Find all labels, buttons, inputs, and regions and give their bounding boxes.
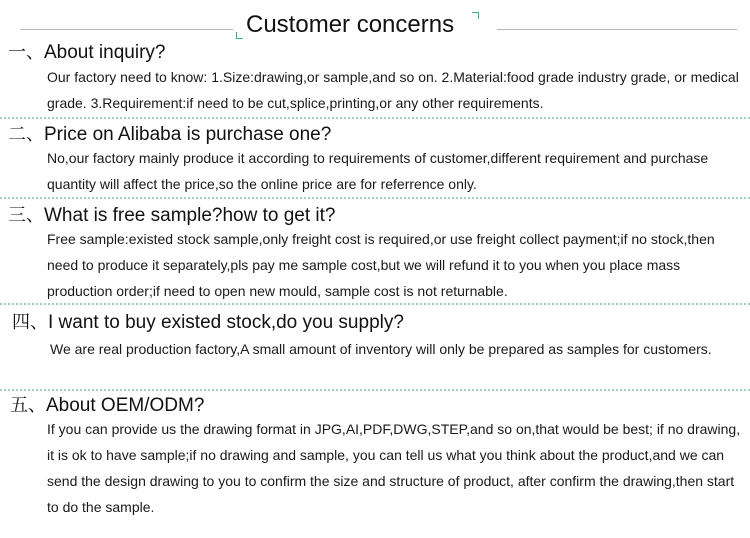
faq-question (12, 311, 404, 335)
question-text: Price on Alibaba is purchase one? (44, 124, 332, 145)
question-number: 一、 (8, 42, 44, 63)
faq-question (8, 123, 331, 147)
faq-question (8, 204, 335, 228)
question-text: About inquiry? (44, 42, 166, 63)
faq-answer: Our factory need to know: 1.Size:drawing,or sample,and so on. 2.Material:food grade industry grade, or medical grade. 3.Requirement:if need to be cut,splice,printing,or any other requirements. (47, 69, 739, 111)
page-title: Customer concerns (246, 11, 455, 38)
page-header (0, 0, 750, 44)
question-text: What is free sample?how to get it? (44, 205, 336, 226)
header-divider-left (20, 29, 233, 30)
question-text: About OEM/ODM? (46, 395, 205, 416)
section-divider (0, 389, 750, 391)
corner-bracket-icon (236, 32, 243, 39)
faq-answer: If you can provide us the drawing format in JPG,AI,PDF,DWG,STEP,and so on,that would be best; if no drawing, it is ok to have sample;if no drawing and sample, you can tell us what you think about the product,and we can send the design drawing to you to confirm the size and structure of product, after confirm the drawing,then start to do the sample. (47, 421, 741, 515)
section-divider (0, 117, 750, 119)
question-text: I want to buy existed stock,do you supply? (48, 312, 404, 333)
question-number: 三、 (8, 205, 44, 226)
section-divider (0, 197, 750, 199)
faq-question (10, 394, 204, 418)
faq-question (8, 41, 165, 65)
section-divider (0, 303, 750, 305)
question-number: 四、 (12, 312, 48, 333)
question-number: 五、 (10, 395, 46, 416)
faq-answer: No,our factory mainly produce it according to requirements of customer,different requirement and purchase quantity will affect the price,so the online price are for referrence only. (47, 150, 709, 192)
corner-bracket-icon (472, 12, 479, 19)
faq-answer: Free sample:existed stock sample,only freight cost is required,or use freight collect payment;if no stock,then need to produce it separately,pls pay me sample cost,but we will refund it to you when you place mass production order;if need to open new mould, sample cost is not returnable. (47, 231, 715, 299)
faq-answer: We are real production factory,A small amount of inventory will only be prepared as samples for customers. (50, 341, 712, 357)
question-number: 二、 (8, 124, 44, 145)
header-divider-right (497, 29, 737, 30)
